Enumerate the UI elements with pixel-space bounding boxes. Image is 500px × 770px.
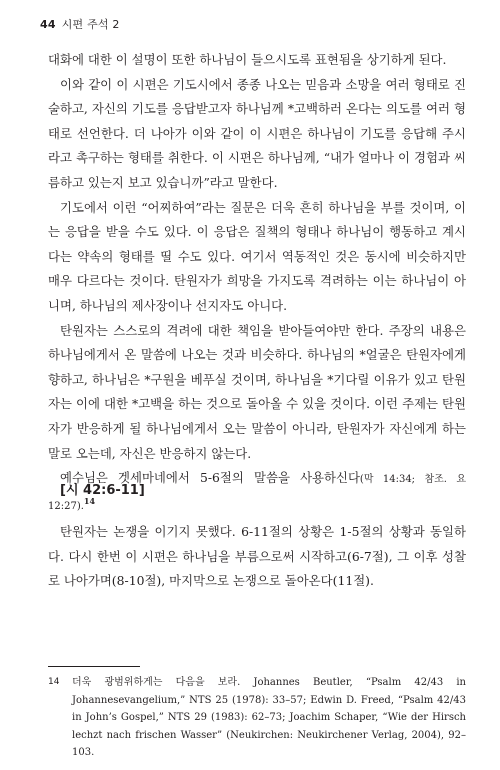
paragraph-text: 예수님은 겟세마네에서 5-6절의 말씀을 사용하신다: [60, 470, 360, 486]
section-text: [48, 520, 466, 594]
book-title: 시편 주석 2: [61, 18, 120, 31]
footnote: [48, 674, 466, 762]
paragraph: 탄원자는 논쟁을 이기지 못했다. 6-11절의 상황은 1-5절의 상황과 동일하다. 다시 한번 이 시편은 하나님을 부름으로써 시작하고(6-7절), 그 이후 성찰로 나아가며(8-10절), 마지막으로 논쟁으로 돌아온다(11절).: [48, 524, 466, 589]
footnote-divider: [48, 666, 140, 667]
footnote-reference[interactable]: 14: [83, 495, 96, 506]
footnote-text: 더욱 광범위하게는 다음을 보라. Johannes Beutler, “Psalm 42/43 in Johannesevangelium,” NTS 25 (1978): 33–57; Edwin D. Freed, “Psalm 42/43 in John’s Gospel,” NTS 29 (1983): 62–73; Joachim Schaper, “Wie der Hirsch lechzt nach frischen Wasser” (Neukirchen: Neukirchener Verlag, 2004), 92–103.: [72, 677, 466, 758]
scripture-citation: (막 14:34; 참조. 요 12:27).: [48, 474, 466, 512]
footnote-number: 14: [48, 677, 60, 687]
running-head: [40, 16, 120, 32]
section-heading: [시 42:6-11]: [60, 483, 145, 498]
paragraph: 탄원자는 스스로의 격려에 대한 책임을 받아들여야만 한다. 주장의 내용은 하나님에게서 온 말씀에 나오는 것과 비슷하다. 하나님의 *얼굴은 탄원자에게 향하고, 하나님은 *구원을 베푸실 것이며, 하나님을 *기다릴 이유가 있고 탄원자는 이에 대한 *고백을 하는 것으로 돌아올 수 있을 것이다. 이런 주제는 탄원자가 반응하게 될 하나님에게서 오는 말씀이 아니라, 탄원자가 자신에게 하는 말로 오는데, 자신은 반응하지 않는다.: [48, 322, 466, 461]
paragraph: 기도에서 이런 “어찌하여”라는 질문은 더욱 흔히 하나님을 부를 것이며, 이는 응답을 받을 수도 있다. 이 응답은 질책의 형태나 하나님이 행동하고 계시다는 약속의 형태를 띨 수도 있다. 여기서 역동적인 것은 동시에 비슷하지만 매우 다르다는 것이다. 탄원자가 희망을 가지도록 격려하는 이는 하나님이 아니며, 하나님의 제사장이나 선지자도 아니다.: [48, 199, 466, 313]
paragraph: 이와 같이 이 시편은 기도시에서 종종 나오는 믿음과 소망을 여러 형태로 진술하고, 자신의 기도를 응답받고자 하나님께 *고백하러 온다는 의도를 여러 형태로 선언한다. 더 나아가 이와 같이 이 시편은 하나님이 기도를 응답해 주시라고 촉구하는 형태를 취한다. 이 시편은 하나님께, “내가 얼마나 이 경험과 씨름하고 있는지 보고 있습니까”라고 말한다.: [48, 76, 466, 190]
paragraph: 대화에 대한 이 설명이 또한 하나님이 들으시도록 표현됨을 상기하게 된다.: [48, 52, 447, 67]
main-text: [48, 48, 466, 519]
page-number: 44: [40, 18, 56, 31]
